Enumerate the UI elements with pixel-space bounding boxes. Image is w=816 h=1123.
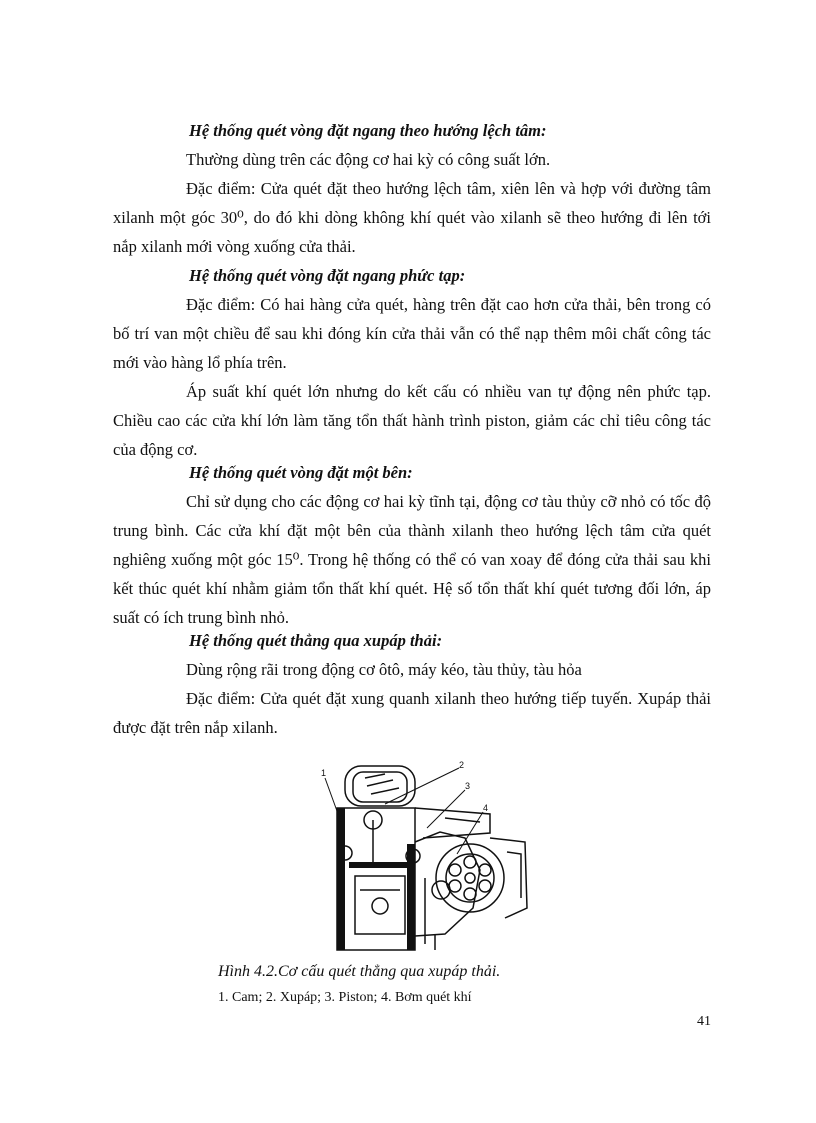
section-scavenging-valve	[113, 626, 711, 742]
engine-cross-section-drawing	[315, 758, 535, 963]
section-heading: Hệ thống quét vòng đặt một bên:	[189, 463, 413, 482]
section-heading: Hệ thống quét thẳng qua xupáp thải:	[189, 631, 443, 650]
paragraph: Đặc điểm: Cửa quét đặt xung quanh xilanh theo hướng tiếp tuyến. Xupáp thải được đặt trên nắp xilanh.	[113, 689, 711, 737]
callout-1: 1	[321, 768, 327, 778]
section-scavenging-complex	[113, 261, 711, 464]
paragraph: Chỉ sử dụng cho các động cơ hai kỳ tĩnh tại, động cơ tàu thủy cỡ nhỏ có tốc độ trung bình. Các cửa khí đặt một bên của thành xilanh theo hướng lệch tâm cửa quét nghiêng xuống một góc 15⁰. Trong hệ thống có thể có van xoay để đóng cửa thải sau khi kết thúc quét khí nhằm giảm tổn thất khí quét. Hệ số tổn thất khí quét tương đối lớn, áp suất có ích trung bình nhỏ.	[113, 492, 711, 627]
engine-figure	[315, 758, 535, 963]
paragraph: Dùng rộng rãi trong động cơ ôtô, máy kéo, tàu thủy, tàu hỏa	[186, 660, 582, 679]
section-heading: Hệ thống quét vòng đặt ngang phức tạp:	[189, 266, 466, 285]
callout-2: 2	[459, 760, 465, 770]
figure-legend: 1. Cam; 2. Xupáp; 3. Piston; 4. Bơm quét khí	[218, 990, 472, 1005]
paragraph: Áp suất khí quét lớn nhưng do kết cấu có nhiều van tự động nên phức tạp. Chiều cao các cửa khí lớn làm tăng tổn thất hành trình piston, giảm các chỉ tiêu công tác của động cơ.	[113, 382, 711, 459]
paragraph: Đặc điểm: Có hai hàng cửa quét, hàng trên đặt cao hơn cửa thải, bên trong có bố trí van một chiều để sau khi đóng kín cửa thải vẫn có thể nạp thêm môi chất công tác mới vào hàng lổ phía trên.	[113, 295, 711, 372]
callout-4: 4	[483, 803, 489, 813]
paragraph: Đặc điểm: Cửa quét đặt theo hướng lệch tâm, xiên lên và hợp với đường tâm xilanh một góc 30⁰, do đó khi dòng không khí quét vào xilanh sẽ theo hướng đi lên tới nắp xilanh mới vòng xuống cửa thải.	[113, 179, 711, 256]
section-scavenging-eccentric	[113, 116, 711, 261]
page-number: 41	[697, 1014, 711, 1029]
section-heading: Hệ thống quét vòng đặt ngang theo hướng lệch tâm:	[189, 121, 547, 140]
callout-3: 3	[465, 781, 471, 791]
section-scavenging-one-side	[113, 458, 711, 632]
figure-caption: Hình 4.2.Cơ cấu quét thẳng qua xupáp thải.	[218, 963, 501, 980]
paragraph: Thường dùng trên các động cơ hai kỳ có công suất lớn.	[186, 150, 551, 169]
